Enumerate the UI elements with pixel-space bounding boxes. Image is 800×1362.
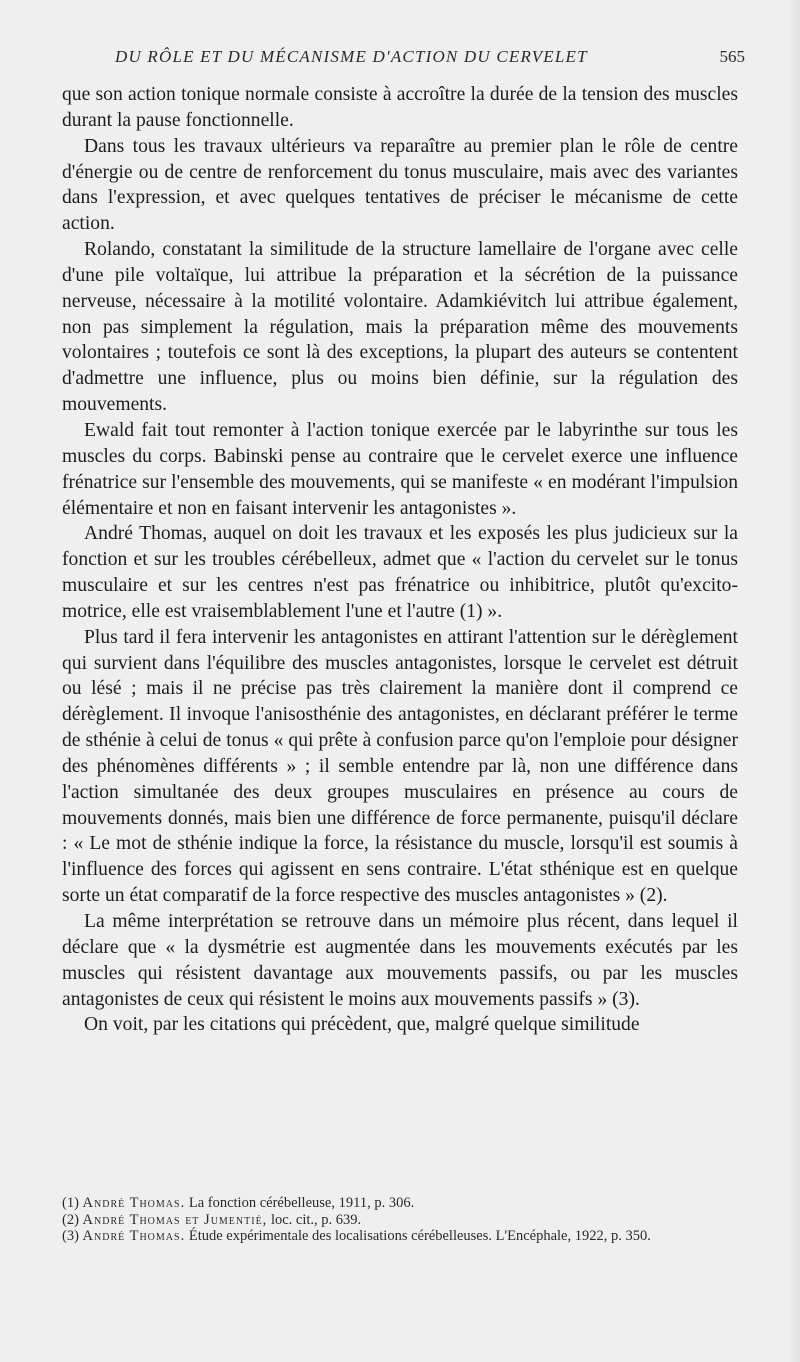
footnote-marker: (1) [62,1195,79,1211]
paragraph: que son action tonique normale consiste à accroître la durée de la tension des muscles durant la pause fonctionnelle. [62,84,738,131]
footnote-text: loc. cit., p. 639. [267,1211,362,1228]
footnote [62,1212,738,1229]
body-text [62,82,738,1038]
paragraph: Dans tous les travaux ultérieurs va reparaître au premier plan le rôle de centre d'énergie ou de centre de renforcement du tonus musculaire, mais avec des variantes dans l'expression, et avec quelques tentatives de préciser le mécanisme de cette action. [62,135,738,235]
running-title: DU RÔLE ET DU MÉCANISME D'ACTION DU CERVELET [115,47,588,66]
footnote-author: André Thomas. [82,1228,186,1244]
footnote-marker: (3) [62,1228,79,1244]
footnote-text: Étude expérimentale des localisations cérébelleuses. L'Encéphale, 1922, p. 350. [185,1228,651,1244]
paragraph: Ewald fait tout remonter à l'action tonique exercée par le labyrinthe sur tous les muscles du corps. Babinski pense au contraire que le cervelet exerce une influence frénatrice sur l'ensemble des mouvements, qui se manifeste « en modérant l'impulsion élémentaire et non en faisant intervenir les antagonistes ». [62,419,738,519]
footnote-author: André Thomas. [82,1195,186,1211]
footnote-marker: (2) [62,1211,79,1228]
paragraph: La même interprétation se retrouve dans un mémoire plus récent, dans lequel il déclare que « la dysmétrie est augmentée dans les mouvements exécutés par les muscles qui résistent davantage aux mouvements passifs, ou par les muscles antagonistes de ceux qui résistent le moins aux mouvements passifs » (3). [62,911,738,1010]
footnote-author: André Thomas et Jumentié, [82,1211,268,1228]
page-edge-shadow [788,0,800,1362]
footnote [62,1228,738,1245]
footnote-text: La fonction cérébelleuse, 1911, p. 306. [185,1195,415,1211]
page-number: 565 [719,47,745,66]
paragraph: André Thomas, auquel on doit les travaux et les exposés les plus judicieux sur la fonction et sur les troubles cérébelleux, admet que « l'action du cervelet sur le tonus musculaire et sur les centres n'est pas frénatrice ou inhibitrice, plutôt qu'excito-motrice, elle est vraisemblablement l'une et l'autre (1) ». [62,523,738,622]
paragraph: On voit, par les citations qui précèdent, que, malgré quelque similitude [84,1014,640,1036]
paragraph: Plus tard il fera intervenir les antagonistes en attirant l'attention sur le dérèglement qui survient dans l'équilibre des muscles antagonistes, lorsque le cervelet est détruit ou lésé ; mais il ne précise pas très clairement la manière dont il comprend ce dérèglement. Il invoque l'anisosthénie des antagonistes, en déclarant préférer le terme de sthénie à celui de tonus « qui prête à confusion parce qu'on l'emploie pour désigner des phénomènes différents » ; il semble entendre par là, non une différence dans l'action simultanée des deux groupes musculaires en présence au cours de mouvements donnés, mais bien une différence de force permanente, puisqu'il déclare : « Le mot de sthénie indique la force, la résistance du muscle, lorsqu'il est soumis à l'influence des forces qui agissent en sens contraire. L'état sthénique est en quelque sorte un état comparatif de la force respective des muscles antagonistes » (2). [62,626,738,907]
paragraph: Rolando, constatant la similitude de la structure lamellaire de l'organe avec celle d'une pile voltaïque, lui attribue la préparation et la sécrétion de la puissance nerveuse, nécessaire à la motilité volontaire. Adamkiévitch lui attribue également, non pas simplement la régulation, mais la préparation même des mouvements volontaires ; toutefois ce sont là des exceptions, la plupart des auteurs se contentent d'admettre une influence, plus ou moins bien définie, sur la régulation des mouvements. [62,239,738,416]
page-header [95,47,745,71]
footnotes [62,1195,738,1245]
footnote [62,1195,738,1212]
